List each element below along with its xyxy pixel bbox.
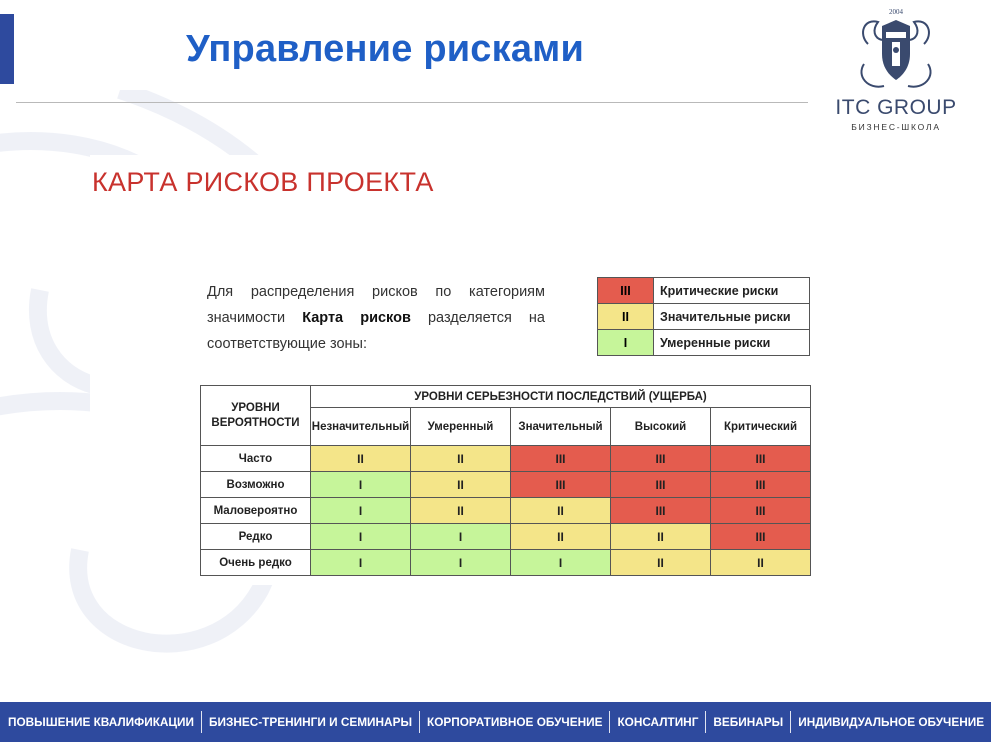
risk-cell: I xyxy=(411,524,511,550)
page-title: Управление рисками xyxy=(186,28,585,70)
logo-name: ITC GROUP xyxy=(835,96,957,119)
risk-cell: I xyxy=(311,550,411,576)
footer-nav-item[interactable]: ПОВЫШЕНИЕ КВАЛИФИКАЦИИ xyxy=(8,715,194,729)
matrix-row xyxy=(201,472,811,498)
risk-cell: I xyxy=(311,472,411,498)
legend-label: Умеренные риски xyxy=(654,330,810,356)
matrix-row xyxy=(201,446,811,472)
risk-cell: II xyxy=(511,524,611,550)
logo-subtitle: БИЗНЕС-ШКОЛА xyxy=(851,122,941,132)
intro-text-bold: Карта рисков xyxy=(302,310,411,326)
crest-icon xyxy=(854,4,938,96)
footer-separator xyxy=(609,711,610,733)
risk-cell: III xyxy=(711,472,811,498)
legend-row xyxy=(598,330,810,356)
risk-cell: III xyxy=(611,446,711,472)
risk-cell: III xyxy=(711,524,811,550)
footer-separator xyxy=(705,711,706,733)
corner-label-line: УРОВНИ xyxy=(231,401,280,414)
footer-nav-item[interactable]: БИЗНЕС-ТРЕНИНГИ И СЕМИНАРЫ xyxy=(209,715,412,729)
severity-column-header: Значительный xyxy=(511,408,611,446)
footer-nav-item[interactable]: ИНДИВИДУАЛЬНОЕ ОБУЧЕНИЕ xyxy=(798,715,985,729)
footer-separator xyxy=(790,711,791,733)
corner-label-line: ВЕРОЯТНОСТИ xyxy=(211,416,300,429)
legend-row xyxy=(598,278,810,304)
risk-cell: II xyxy=(311,446,411,472)
legend-label: Значительные риски xyxy=(654,304,810,330)
risk-cell: II xyxy=(411,446,511,472)
risk-cell: II xyxy=(411,472,511,498)
matrix-header-row xyxy=(201,386,811,408)
company-logo xyxy=(826,4,966,134)
severity-levels-header: УРОВНИ СЕРЬЕЗНОСТИ ПОСЛЕДСТВИЙ (УЩЕРБА) xyxy=(311,386,811,408)
risk-cell: II xyxy=(711,550,811,576)
risk-map-panel xyxy=(90,155,876,585)
risk-legend xyxy=(597,277,810,356)
footer-nav-item[interactable]: КОРПОРАТИВНОЕ ОБУЧЕНИЕ xyxy=(427,715,603,729)
risk-cell: II xyxy=(511,498,611,524)
intro-text xyxy=(207,279,545,357)
risk-cell: II xyxy=(611,524,711,550)
intro-text-part: разделяется на соответствующие зоны: xyxy=(207,310,545,352)
legend-level: I xyxy=(598,330,654,356)
risk-cell: I xyxy=(311,524,411,550)
risk-cell: III xyxy=(611,498,711,524)
legend-label: Критические риски xyxy=(654,278,810,304)
probability-levels-header xyxy=(201,386,311,446)
severity-column-header: Незначительный xyxy=(311,408,411,446)
probability-row-label: Возможно xyxy=(201,472,311,498)
legend-row xyxy=(598,304,810,330)
severity-column-header: Критический xyxy=(711,408,811,446)
severity-column-header: Умеренный xyxy=(411,408,511,446)
matrix-body xyxy=(201,446,811,576)
footer-nav xyxy=(0,702,991,742)
logo-year: 2004 xyxy=(889,8,903,16)
matrix-row xyxy=(201,550,811,576)
risk-cell: I xyxy=(511,550,611,576)
risk-cell: II xyxy=(611,550,711,576)
risk-cell: III xyxy=(511,446,611,472)
risk-cell: III xyxy=(711,446,811,472)
risk-cell: III xyxy=(511,472,611,498)
title-accent-bar xyxy=(0,14,14,84)
matrix-row xyxy=(201,498,811,524)
severity-column-header: Высокий xyxy=(611,408,711,446)
risk-map-heading: КАРТА РИСКОВ ПРОЕКТА xyxy=(92,167,434,197)
risk-matrix xyxy=(200,385,811,576)
footer-separator xyxy=(201,711,202,733)
footer-nav-item[interactable]: ВЕБИНАРЫ xyxy=(713,715,784,729)
title-divider xyxy=(16,102,808,103)
legend-level: III xyxy=(598,278,654,304)
risk-cell: I xyxy=(311,498,411,524)
probability-row-label: Очень редко xyxy=(201,550,311,576)
footer-separator xyxy=(419,711,420,733)
legend-level: II xyxy=(598,304,654,330)
risk-cell: III xyxy=(611,472,711,498)
risk-cell: III xyxy=(711,498,811,524)
risk-cell: I xyxy=(411,550,511,576)
matrix-row xyxy=(201,524,811,550)
probability-row-label: Часто xyxy=(201,446,311,472)
probability-row-label: Маловероятно xyxy=(201,498,311,524)
probability-row-label: Редко xyxy=(201,524,311,550)
footer-nav-item[interactable]: КОНСАЛТИНГ xyxy=(617,715,699,729)
intro-text-part: Для распределения рисков по категориям значимости xyxy=(207,284,545,326)
risk-cell: II xyxy=(411,498,511,524)
